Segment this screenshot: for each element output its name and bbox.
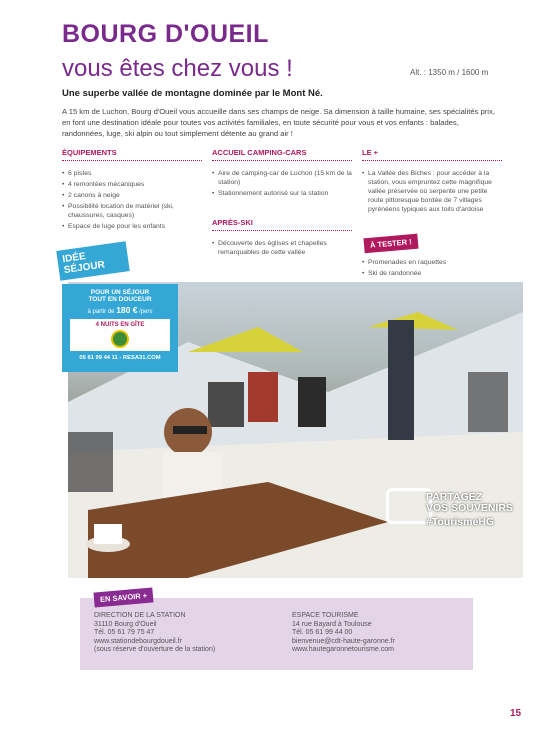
page-title: BOURG D'OUEIL — [62, 20, 269, 48]
list-item: • Ski de randonnée — [362, 269, 452, 278]
intro-paragraph: A 15 km de Luchon, Bourg d'Oueil vous accueille dans ses champs de neige. Sa dimension à taille humaine, ses spécialités prix, en font une destination idéale pour toutes vos activités familiales, en toute sécurité pour vous et vos enfants : balades, randonnées, luge, ski alpin ou tout simplement détente au grand air ! — [62, 107, 495, 138]
list-item: • 6 pistes — [62, 169, 202, 178]
contact-left-3: www.stationdebourgdoueil.fr — [94, 637, 182, 645]
contact-left-1: 31110 Bourg d'Oueil — [94, 620, 157, 628]
equipements-list — [62, 169, 202, 231]
list-item: • La Vallée des Biches : pour accéder à la station, vous empruntez cette magnifique vallée préservée où serpente une petite route pittoresque bordée de 7 villages pyrénéens typiques aux toits d'ardoise — [362, 169, 502, 214]
altitude-text: Alt. : 1350 m / 1600 m — [410, 68, 489, 77]
a-tester-tag: À TESTER ! — [363, 234, 418, 254]
apres-ski-heading: APRÈS-SKI — [212, 218, 253, 227]
promo-price-row — [62, 305, 178, 315]
apres-ski-section — [212, 218, 352, 259]
list-item: • Aire de camping-car de Luchon (15 km de la station) — [212, 169, 352, 187]
contact-station — [94, 612, 284, 655]
gite-logo-icon — [111, 330, 129, 348]
promo-line-1: POUR UN SÉJOUR — [90, 289, 150, 296]
list-item: • Stationnement autorisé sur la station — [212, 189, 352, 198]
contact-right-4: www.hautegaronnetourisme.com — [292, 646, 394, 654]
list-item: • Découverte des églises et chapelles remarquables de cette vallée — [212, 239, 352, 257]
nights-text: 4 NUITS EN GÎTE — [95, 322, 145, 328]
contact-left-2: Tél. 05 61 79 75 47 — [94, 629, 155, 637]
camping-section — [212, 148, 352, 200]
le-plus-section — [362, 148, 502, 216]
le-plus-list — [362, 169, 502, 214]
divider — [212, 160, 352, 161]
page-number: 15 — [510, 708, 522, 719]
contact-right-1: 14 rue Bayard à Toulouse — [292, 620, 372, 628]
list-item: • Promenades en raquettes — [362, 258, 452, 267]
page-subtitle: vous êtes chez vous ! — [62, 55, 293, 82]
en-savoir-plus-tag: EN SAVOIR + — [93, 587, 153, 607]
apres-ski-list — [212, 239, 352, 257]
contact-left-0: DIRECTION DE LA STATION — [94, 612, 186, 619]
price-prefix: à partir de — [87, 309, 115, 315]
a-tester-section — [362, 258, 452, 280]
promo-box — [62, 284, 178, 372]
equipements-section — [62, 148, 202, 233]
camping-list — [212, 169, 352, 198]
idee-sejour-tag: IDÉE SÉJOUR — [56, 241, 129, 280]
tagline: Une superbe vallée de montagne dominée par le Mont Né. — [62, 88, 323, 99]
contact-left-4: (sous réserve d'ouverture de la station) — [94, 646, 216, 654]
divider — [212, 230, 352, 231]
divider — [62, 160, 202, 161]
promo-line-2: TOUT EN DOUCEUR — [88, 296, 152, 303]
contact-right-0: ESPACE TOURISME — [292, 612, 359, 619]
equipements-heading: ÉQUIPEMENTS — [62, 148, 117, 157]
divider — [362, 160, 502, 161]
share-line-2: VOS SOUVENIRS — [426, 502, 513, 514]
camping-heading: ACCUEIL CAMPING-CARS — [212, 148, 307, 157]
list-item: • 2 canons à neige — [62, 191, 202, 200]
list-item: • Possibilité location de matériel (ski, chaussures, casques) — [62, 202, 202, 220]
a-tester-list — [362, 258, 452, 278]
contact-right-2: Tél. 05 61 99 44 00 — [292, 629, 353, 637]
contact-tourisme — [292, 612, 470, 655]
price-suffix: /pers — [139, 309, 153, 315]
share-text — [426, 492, 513, 528]
list-item: • 4 remontées mécaniques — [62, 180, 202, 189]
contact-right-3: bienvenue@cdt-haute-garonne.fr — [292, 637, 395, 645]
en-savoir-plus-box — [80, 598, 473, 670]
promo-phone: 05 61 99 44 11 - RESA31.COM — [79, 355, 161, 361]
list-item: • Espace de luge pour les enfants — [62, 222, 202, 231]
gite-card — [70, 319, 170, 351]
hashtag: #TourismeHG — [426, 516, 495, 528]
le-plus-heading: LE + — [362, 148, 379, 157]
share-line-1: PARTAGEZ — [426, 491, 483, 503]
price-value: 180 € — [116, 305, 138, 315]
